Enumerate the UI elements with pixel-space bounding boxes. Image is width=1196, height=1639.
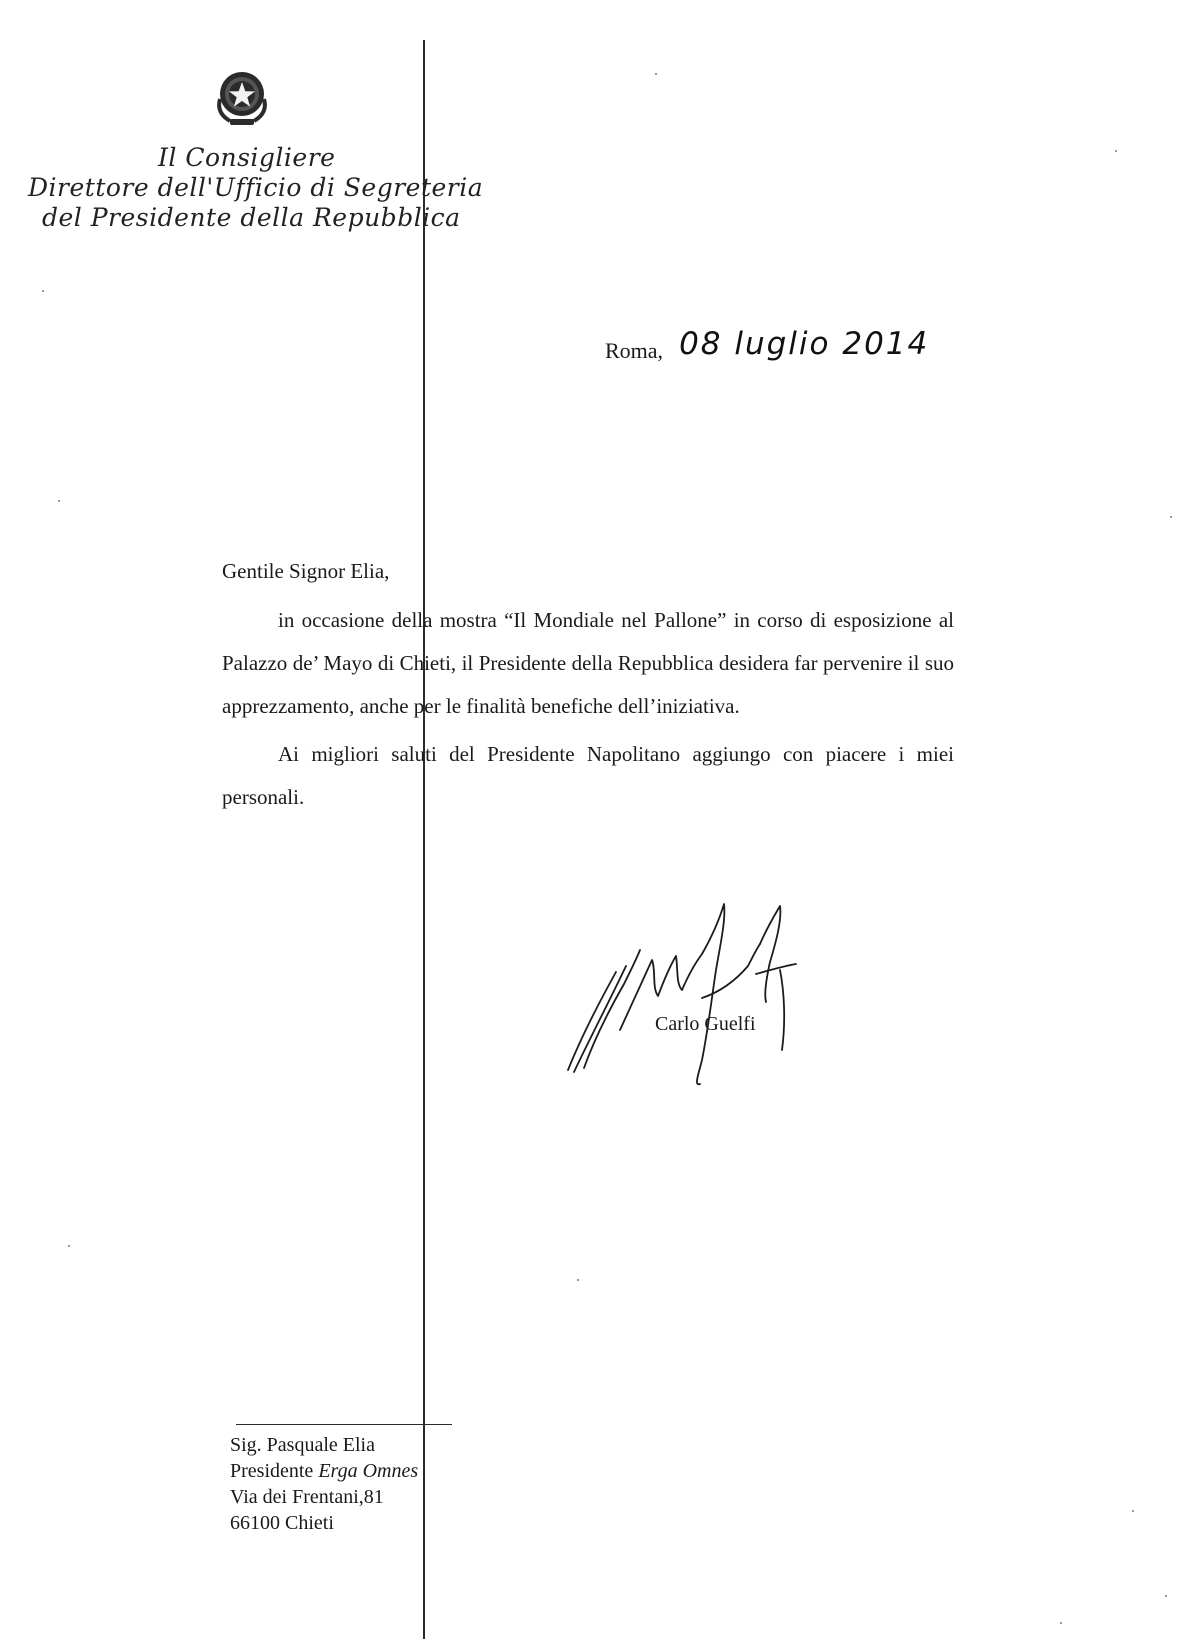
heading-line-1: Il Consigliere (158, 143, 336, 172)
letter-body (222, 550, 954, 824)
scan-fold-line (423, 40, 425, 1639)
address-rule (236, 1424, 452, 1425)
scan-speck (1170, 516, 1172, 518)
handwritten-signature (560, 900, 830, 1100)
salutation: Gentile Signor Elia, (222, 559, 390, 583)
date-city: Roma, (605, 338, 664, 363)
address-street: Via dei Frentani,81 (230, 1486, 384, 1508)
italian-republic-emblem-icon (210, 63, 274, 129)
office-heading (18, 143, 488, 233)
address-title (230, 1458, 418, 1484)
heading-line-2: Direttore dell'Ufficio di Segreteria (28, 173, 484, 202)
date-handwritten: 08 luglio 2014 (679, 326, 930, 362)
address-name: Sig. Pasquale Elia (230, 1434, 375, 1456)
scan-speck (42, 290, 44, 292)
scan-speck (68, 1245, 70, 1247)
paragraph-2: Ai migliori saluti del Presidente Napolitano aggiungo con piacere i miei personali. (222, 742, 954, 809)
heading-line-3: del Presidente della Repubblica (42, 203, 461, 232)
scan-speck (1165, 1595, 1167, 1597)
recipient-address (230, 1432, 418, 1536)
dateline (605, 326, 930, 366)
scan-speck (1115, 150, 1117, 152)
scan-speck (58, 500, 60, 502)
address-organization: Erga Omnes (318, 1460, 419, 1482)
paragraph-1: in occasione della mostra “Il Mondiale nel Pallone” in corso di esposizione al Palazzo de’ Mayo di Chieti, il Presidente della Repubblica desidera far pervenire il suo apprezzamento, anche per le finalità benefiche dell’iniziativa. (222, 608, 954, 718)
address-title-prefix: Presidente (230, 1460, 314, 1482)
scan-speck (1060, 1622, 1062, 1624)
signer-name: Carlo Guelfi (655, 1013, 756, 1035)
scan-speck (655, 73, 657, 75)
scan-speck (1132, 1510, 1134, 1512)
address-city: 66100 Chieti (230, 1512, 334, 1534)
scan-speck (577, 1279, 579, 1281)
